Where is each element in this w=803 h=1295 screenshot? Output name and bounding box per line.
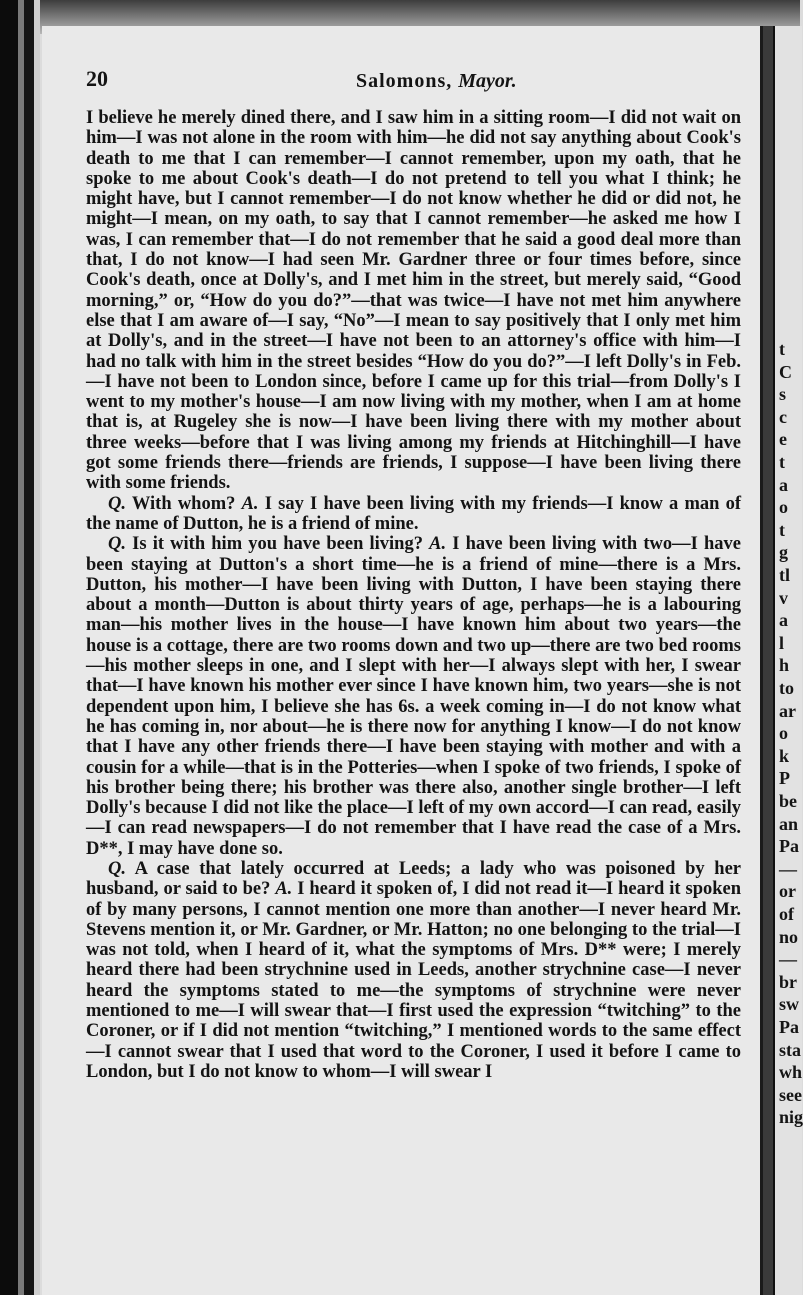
adjacent-page-fragment: v <box>779 587 788 608</box>
adjacent-page-edge <box>773 26 802 1295</box>
adjacent-page-fragment: t <box>779 452 785 472</box>
adjacent-page-fragment: sta <box>779 1039 801 1060</box>
adjacent-page-fragment: sw <box>779 994 800 1015</box>
question-text: With whom? <box>131 493 236 514</box>
adjacent-page-fragment: to <box>779 678 794 698</box>
page-header <box>86 60 726 96</box>
adjacent-page-fragment: no <box>779 926 799 947</box>
answer-label: A. <box>275 879 293 900</box>
adjacent-page-fragment: or <box>779 881 796 902</box>
adjacent-page-fragment: of <box>779 904 794 924</box>
adjacent-page-fragment: nig <box>779 1107 803 1128</box>
running-head-title: Mayor. <box>458 70 517 92</box>
question-text: Is it with him you have been living? <box>132 534 423 555</box>
adjacent-page-fragment: t <box>779 519 785 540</box>
adjacent-page-fragment: h <box>779 655 790 676</box>
adjacent-page-fragment: br <box>779 971 797 992</box>
adjacent-page-fragment: P <box>779 768 790 789</box>
paragraph-text: I believe he merely dined there, and I saw him in a sitting room—I did not wait on him—I was not alone in the room with him—he did not say anything about Cook's death to me that I can remember—I cannot remember, upon my oath, that he spoke to me about Cook's death—I do not pretend to tell you what I think; he might have, but I cannot remember—I do not know whether he did or did not, he might—I mean, on my oath, to say that I cannot remember—he asked me how I was, I can remember that—I do not remember that he said a good deal more than that, I do not know—I had seen Mr. Gardner three or four times before, since Cook's death, once at Dolly's, and I met him in the street, but merely said, “Good morning,” or, “How do you do?”—that was twice—I have not met him anywhere else that I am aware of—I say, “No”—I mean to say positively that I only met him at Dolly's, and in the street—I have not been to an attorney's office with him—I had no talk with him in the street besides “How do you do?”—I left Dolly's in Feb.—I have not been to London since, before I came up for this trial—from Dolly's I went to my mother's house—I am now living with my mother, when I am at home that is, at Rugeley she is now—I have been living there with my mother about three weeks—before that I was living among my friends at Hitchinghill—I have got some friends there—friends are friends, I suppose—I have been living there with some friends. <box>86 108 741 494</box>
adjacent-page-fragment: C <box>779 361 792 382</box>
adjacent-page-fragment: ar <box>779 700 796 721</box>
question-text: A case that lately occurred at Leeds; a lady who was poisoned by her husband, or said to be? <box>86 858 741 900</box>
adjacent-page-fragment: a <box>779 610 788 631</box>
page-number: 20 <box>86 66 108 91</box>
adjacent-page-fragment: an <box>779 813 799 834</box>
book-binding-edge <box>0 0 40 1295</box>
adjacent-page-fragment: o <box>779 497 788 518</box>
adjacent-page-fragment: t <box>779 339 785 359</box>
adjacent-page-fragment: l <box>779 632 785 653</box>
question-answer <box>86 859 741 1082</box>
answer-text: I say I have been living with my friends—I know a man of the name of Dutton, he is a friend of mine. <box>86 493 742 534</box>
answer-text: I have been living with two—I have been staying at Dutton's a short time—he is a friend of mine—there is a Mrs. Dutton, his mother—I have been living with Dutton, I have been staying there about a month—Dutton is about thirty years of age, perhaps—he is a labouring man—his mother lives in the house—I have known him about two years—the house is a cottage, there are two rooms down and two up—there are two bed rooms—his mother sleeps in one, and I slept with her—I always slept with her, I swear that—I have known his mother ever since I have known him, two years—she is not dependent upon him, I believe she has 6s. a week coming in—I do not know what he has coming in, nor about—he is there now for anything I know—I do not know that I have any other friends there—I have been staying with mother and with a cousin for a while—that is in the Potteries—when I spoke of two friends, I spoke of his brother being there; his brother was there also, another single brother—I left Dolly's because I did not like the place—I left of my own accord—I can read, easily—I can read newspapers—I do not remember that I have read the case of a Mrs. D**, I may have done so. <box>86 534 741 859</box>
question-label: Q. <box>108 858 126 879</box>
answer-text: I heard it spoken of, I did not read it—I heard it spoken of by many persons, I cannot mention one more than another—I never heard Mr. Stevens mention it, or Mr. Gardner, or Mr. Hatton; no one belonging to the trial—I was not told, when I heard of it, what the symptoms of Mrs. D** were; I merely heard there had been strychnine used in Leeds, another strychnine case—I never heard the symptoms stated to me—the symptoms of strychnine were never mentioned to me—I will swear that—I first used the expression “twitching” to the Coroner, or if I did not mention “twitching,” I mentioned words to the same effect—I cannot swear that I used that word to the Coroner, I used it before I came to London, but I do not know to whom—I will swear I <box>86 879 742 1082</box>
question-answer <box>86 534 741 859</box>
adjacent-page-fragment: k <box>779 745 790 766</box>
adjacent-page-fragment: tl <box>779 565 790 585</box>
running-head-name: Salomons, <box>356 70 453 92</box>
paragraph <box>86 108 741 494</box>
testimony-text <box>86 108 741 1082</box>
question-answer <box>86 494 741 535</box>
adjacent-page-fragment: wh <box>779 1062 803 1083</box>
page-gutter <box>763 26 773 1295</box>
adjacent-page-fragment: s <box>779 384 787 405</box>
adjacent-page-fragment: — <box>779 858 797 879</box>
question-label: Q. <box>108 534 126 555</box>
running-head <box>356 70 517 93</box>
adjacent-page-fragment: Pa <box>779 836 799 857</box>
adjacent-page-fragment: Pa <box>779 1017 799 1037</box>
adjacent-page-fragment: c <box>779 406 787 427</box>
answer-label: A. <box>241 493 259 514</box>
adjacent-page-fragment: — <box>779 949 797 970</box>
answer-label: A. <box>429 534 447 555</box>
adjacent-page-fragment: g <box>779 542 788 563</box>
question-label: Q. <box>108 493 126 514</box>
adjacent-page-fragment: see <box>779 1084 802 1105</box>
adjacent-page-fragment: o <box>779 723 788 744</box>
adjacent-page-fragment: e <box>779 429 787 450</box>
adjacent-page-fragment: a <box>779 474 788 495</box>
adjacent-page-fragment: be <box>779 791 797 811</box>
